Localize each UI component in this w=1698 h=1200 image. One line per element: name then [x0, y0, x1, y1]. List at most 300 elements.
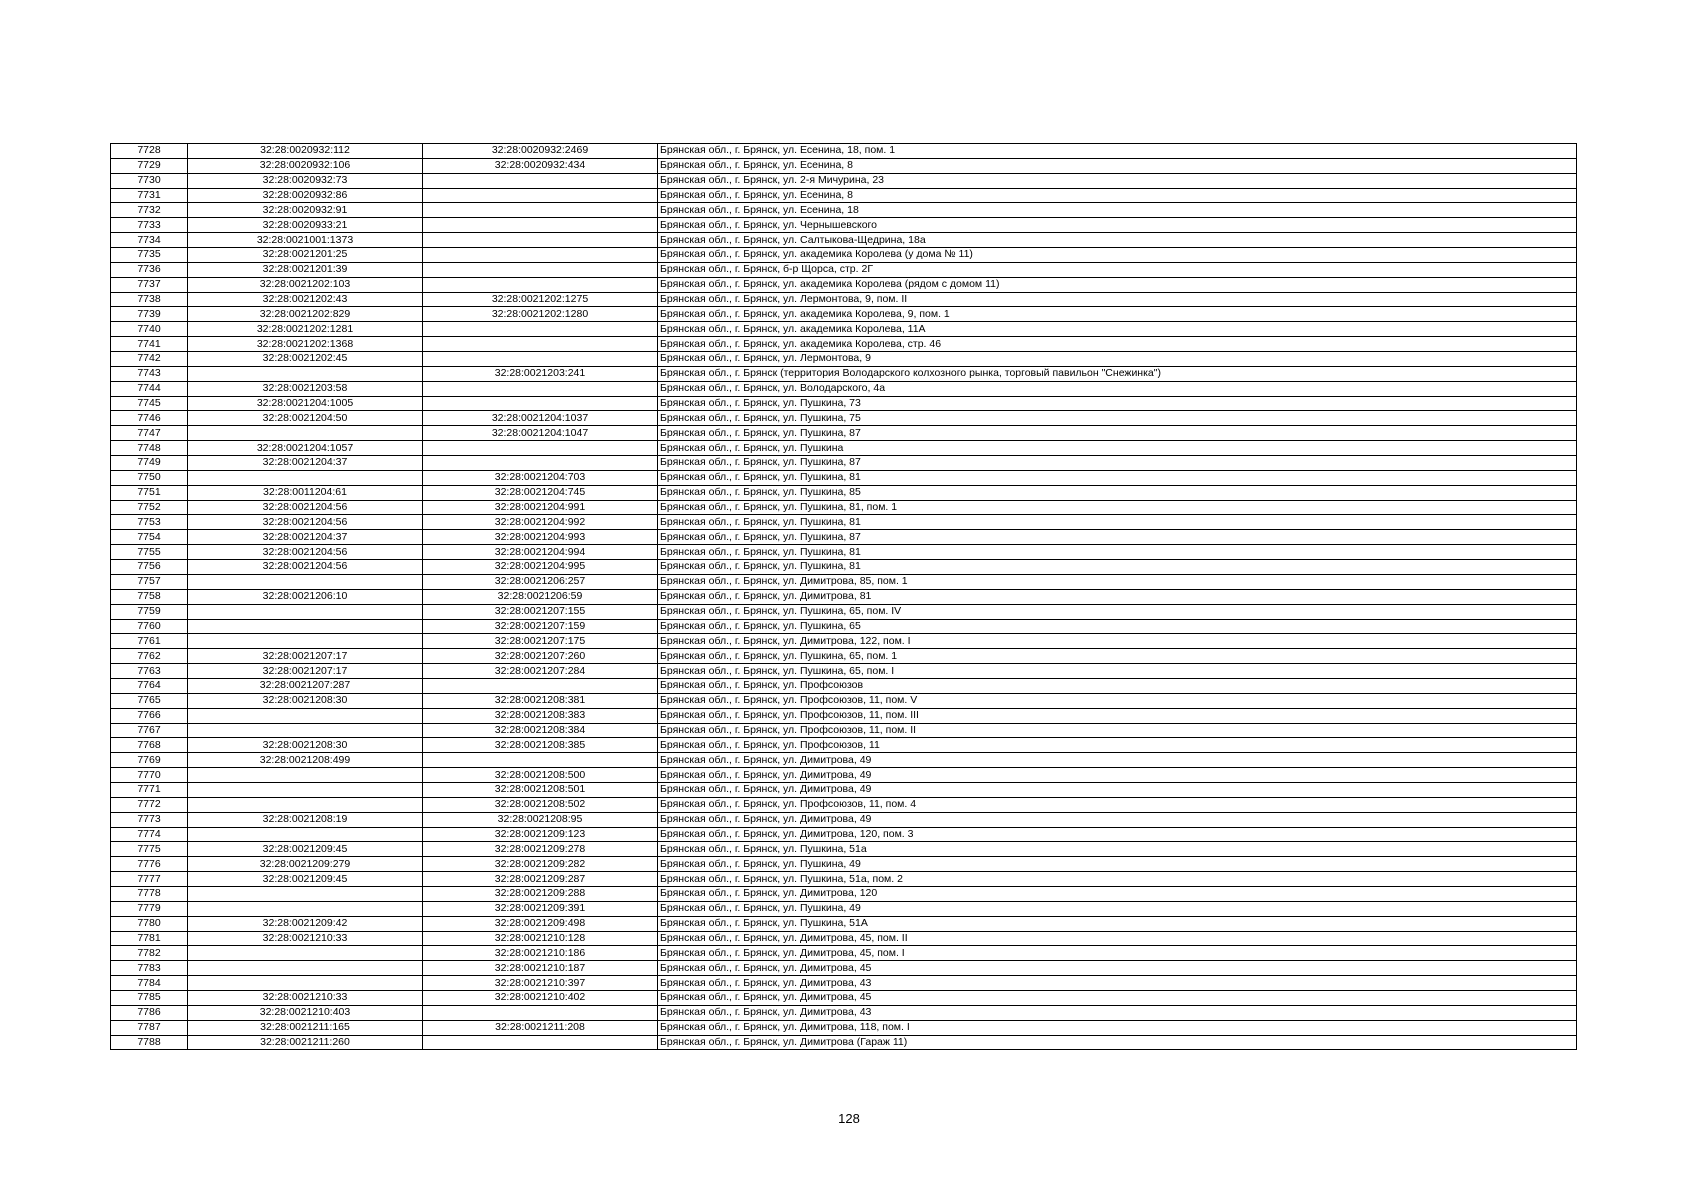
building-cadastral-number-cell: 32:28:0021208:501 [423, 782, 658, 797]
land-cadastral-number-cell: 32:28:0021210:33 [188, 931, 423, 946]
row-number-cell: 7750 [111, 470, 188, 485]
land-cadastral-number-cell: 32:28:0020933:21 [188, 218, 423, 233]
row-number-cell: 7739 [111, 307, 188, 322]
row-number-cell: 7780 [111, 916, 188, 931]
building-cadastral-number-cell: 32:28:0021210:186 [423, 946, 658, 961]
building-cadastral-number-cell [423, 218, 658, 233]
table-row [111, 753, 1577, 768]
building-cadastral-number-cell: 32:28:0020932:2469 [423, 144, 658, 159]
land-cadastral-number-cell: 32:28:0021208:30 [188, 693, 423, 708]
building-cadastral-number-cell [423, 203, 658, 218]
row-number-cell: 7743 [111, 366, 188, 381]
row-number-cell: 7768 [111, 738, 188, 753]
table-row [111, 530, 1577, 545]
address-cell: Брянская обл., г. Брянск, ул. Димитрова, 81 [658, 589, 1577, 604]
address-cell: Брянская обл., г. Брянск, ул. Пушкина, 49 [658, 857, 1577, 872]
building-cadastral-number-cell: 32:28:0021208:383 [423, 708, 658, 723]
land-cadastral-number-cell [188, 470, 423, 485]
building-cadastral-number-cell: 32:28:0021209:288 [423, 886, 658, 901]
building-cadastral-number-cell: 32:28:0021210:187 [423, 961, 658, 976]
address-cell: Брянская обл., г. Брянск, б-р Щорса, стр. 2Г [658, 262, 1577, 277]
building-cadastral-number-cell: 32:28:0021209:287 [423, 872, 658, 887]
table-row [111, 277, 1577, 292]
address-cell: Брянская обл., г. Брянск, ул. Лермонтова, 9, пом. II [658, 292, 1577, 307]
address-cell: Брянская обл., г. Брянск, ул. Димитрова, 118, пом. I [658, 1020, 1577, 1035]
table-row [111, 396, 1577, 411]
row-number-cell: 7734 [111, 233, 188, 248]
building-cadastral-number-cell: 32:28:0021207:159 [423, 619, 658, 634]
table-row [111, 322, 1577, 337]
table-row [111, 292, 1577, 307]
table-row [111, 723, 1577, 738]
table-row [111, 411, 1577, 426]
building-cadastral-number-cell: 32:28:0021208:381 [423, 693, 658, 708]
land-cadastral-number-cell: 32:28:0021201:39 [188, 262, 423, 277]
land-cadastral-number-cell: 32:28:0021204:56 [188, 545, 423, 560]
building-cadastral-number-cell: 32:28:0021208:384 [423, 723, 658, 738]
address-cell: Брянская обл., г. Брянск, ул. Володарского, 4а [658, 381, 1577, 396]
building-cadastral-number-cell: 32:28:0021209:123 [423, 827, 658, 842]
building-cadastral-number-cell: 32:28:0021207:175 [423, 634, 658, 649]
land-cadastral-number-cell: 32:28:0021204:37 [188, 530, 423, 545]
row-number-cell: 7769 [111, 753, 188, 768]
row-number-cell: 7742 [111, 352, 188, 367]
land-cadastral-number-cell [188, 961, 423, 976]
land-cadastral-number-cell [188, 946, 423, 961]
land-cadastral-number-cell [188, 708, 423, 723]
row-number-cell: 7777 [111, 872, 188, 887]
row-number-cell: 7756 [111, 560, 188, 575]
address-cell: Брянская обл., г. Брянск, ул. Димитрова, 45 [658, 990, 1577, 1005]
land-cadastral-number-cell: 32:28:0021209:45 [188, 842, 423, 857]
table-row [111, 262, 1577, 277]
address-cell: Брянская обл., г. Брянск, ул. Профсоюзов, 11 [658, 738, 1577, 753]
address-cell: Брянская обл., г. Брянск, ул. Пушкина, 73 [658, 396, 1577, 411]
table-row [111, 797, 1577, 812]
address-cell: Брянская обл., г. Брянск, ул. Димитрова, 45, пом. II [658, 931, 1577, 946]
land-cadastral-number-cell [188, 886, 423, 901]
building-cadastral-number-cell: 32:28:0021204:1037 [423, 411, 658, 426]
row-number-cell: 7753 [111, 515, 188, 530]
building-cadastral-number-cell: 32:28:0021204:745 [423, 485, 658, 500]
address-cell: Брянская обл., г. Брянск, ул. Профсоюзов, 11, пом. III [658, 708, 1577, 723]
building-cadastral-number-cell [423, 1035, 658, 1050]
land-cadastral-number-cell: 32:28:0021210:403 [188, 1005, 423, 1020]
building-cadastral-number-cell: 32:28:0021208:95 [423, 812, 658, 827]
building-cadastral-number-cell [423, 1005, 658, 1020]
land-cadastral-number-cell: 32:28:0021201:25 [188, 248, 423, 263]
building-cadastral-number-cell: 32:28:0021210:128 [423, 931, 658, 946]
building-cadastral-number-cell [423, 188, 658, 203]
row-number-cell: 7770 [111, 768, 188, 783]
land-cadastral-number-cell: 32:28:0021204:37 [188, 456, 423, 471]
table-row [111, 233, 1577, 248]
building-cadastral-number-cell: 32:28:0021209:278 [423, 842, 658, 857]
table-row [111, 381, 1577, 396]
table-row [111, 782, 1577, 797]
row-number-cell: 7772 [111, 797, 188, 812]
address-cell: Брянская обл., г. Брянск, ул. Пушкина, 51А [658, 916, 1577, 931]
row-number-cell: 7778 [111, 886, 188, 901]
row-number-cell: 7749 [111, 456, 188, 471]
land-cadastral-number-cell [188, 619, 423, 634]
row-number-cell: 7760 [111, 619, 188, 634]
table-row [111, 470, 1577, 485]
table-row [111, 545, 1577, 560]
building-cadastral-number-cell: 32:28:0021209:282 [423, 857, 658, 872]
row-number-cell: 7752 [111, 500, 188, 515]
land-cadastral-number-cell [188, 797, 423, 812]
land-cadastral-number-cell: 32:28:0021202:45 [188, 352, 423, 367]
address-cell: Брянская обл., г. Брянск, ул. Пушкина, 81 [658, 545, 1577, 560]
table-row [111, 649, 1577, 664]
building-cadastral-number-cell: 32:28:0021210:402 [423, 990, 658, 1005]
row-number-cell: 7783 [111, 961, 188, 976]
address-cell: Брянская обл., г. Брянск, ул. Пушкина, 65 [658, 619, 1577, 634]
land-cadastral-number-cell [188, 976, 423, 991]
land-cadastral-number-cell [188, 634, 423, 649]
table-row [111, 946, 1577, 961]
address-cell: Брянская обл., г. Брянск, ул. Пушкина [658, 441, 1577, 456]
building-cadastral-number-cell [423, 678, 658, 693]
address-cell: Брянская обл., г. Брянск, ул. академика Королева (у дома № 11) [658, 248, 1577, 263]
table-row [111, 337, 1577, 352]
building-cadastral-number-cell: 32:28:0021204:993 [423, 530, 658, 545]
row-number-cell: 7732 [111, 203, 188, 218]
table-row [111, 218, 1577, 233]
address-cell: Брянская обл., г. Брянск, ул. академика Королева (рядом с домом 11) [658, 277, 1577, 292]
row-number-cell: 7729 [111, 158, 188, 173]
building-cadastral-number-cell: 32:28:0021210:397 [423, 976, 658, 991]
address-cell: Брянская обл., г. Брянск, ул. Димитрова, 122, пом. I [658, 634, 1577, 649]
table-row [111, 931, 1577, 946]
address-cell: Брянская обл., г. Брянск, ул. Димитрова, 45, пом. I [658, 946, 1577, 961]
building-cadastral-number-cell [423, 396, 658, 411]
land-cadastral-number-cell: 32:28:0021202:43 [188, 292, 423, 307]
row-number-cell: 7764 [111, 678, 188, 693]
table-row [111, 485, 1577, 500]
building-cadastral-number-cell: 32:28:0021206:59 [423, 589, 658, 604]
land-cadastral-number-cell: 32:28:0021204:1005 [188, 396, 423, 411]
address-cell: Брянская обл., г. Брянск, ул. Профсоюзов, 11, пом. II [658, 723, 1577, 738]
row-number-cell: 7763 [111, 664, 188, 679]
building-cadastral-number-cell [423, 322, 658, 337]
address-cell: Брянская обл., г. Брянск, ул. Димитрова, 49 [658, 768, 1577, 783]
address-cell: Брянская обл., г. Брянск, ул. академика Королева, 11А [658, 322, 1577, 337]
address-cell: Брянская обл., г. Брянск, ул. Пушкина, 81 [658, 560, 1577, 575]
table-row [111, 619, 1577, 634]
land-cadastral-number-cell: 32:28:0020932:106 [188, 158, 423, 173]
row-number-cell: 7759 [111, 604, 188, 619]
row-number-cell: 7735 [111, 248, 188, 263]
table-row [111, 1020, 1577, 1035]
address-cell: Брянская обл., г. Брянск, ул. Димитрова, 43 [658, 976, 1577, 991]
row-number-cell: 7776 [111, 857, 188, 872]
building-cadastral-number-cell: 32:28:0021204:994 [423, 545, 658, 560]
row-number-cell: 7781 [111, 931, 188, 946]
table-row [111, 1035, 1577, 1050]
row-number-cell: 7744 [111, 381, 188, 396]
table-row [111, 560, 1577, 575]
land-cadastral-number-cell: 32:28:0011204:61 [188, 485, 423, 500]
building-cadastral-number-cell: 32:28:0021207:260 [423, 649, 658, 664]
address-cell: Брянская обл., г. Брянск, ул. Пушкина, 87 [658, 426, 1577, 441]
building-cadastral-number-cell: 32:28:0021204:995 [423, 560, 658, 575]
row-number-cell: 7736 [111, 262, 188, 277]
land-cadastral-number-cell: 32:28:0021209:42 [188, 916, 423, 931]
table-row [111, 173, 1577, 188]
table-row [111, 857, 1577, 872]
land-cadastral-number-cell: 32:28:0020932:73 [188, 173, 423, 188]
address-cell: Брянская обл., г. Брянск, ул. Димитрова, 120, пом. 3 [658, 827, 1577, 842]
building-cadastral-number-cell: 32:28:0021209:391 [423, 901, 658, 916]
building-cadastral-number-cell [423, 441, 658, 456]
land-cadastral-number-cell: 32:28:0021204:50 [188, 411, 423, 426]
address-cell: Брянская обл., г. Брянск, ул. Профсоюзов, 11, пом. 4 [658, 797, 1577, 812]
address-cell: Брянская обл., г. Брянск, ул. Димитрова, 85, пом. 1 [658, 574, 1577, 589]
row-number-cell: 7774 [111, 827, 188, 842]
registry-table-body [111, 144, 1577, 1050]
table-row [111, 426, 1577, 441]
land-cadastral-number-cell: 32:28:0021206:10 [188, 589, 423, 604]
land-cadastral-number-cell: 32:28:0021209:45 [188, 872, 423, 887]
row-number-cell: 7740 [111, 322, 188, 337]
land-cadastral-number-cell: 32:28:0021204:1057 [188, 441, 423, 456]
address-cell: Брянская обл., г. Брянск, ул. Есенина, 8 [658, 188, 1577, 203]
land-cadastral-number-cell: 32:28:0021001:1373 [188, 233, 423, 248]
building-cadastral-number-cell: 32:28:0021203:241 [423, 366, 658, 381]
building-cadastral-number-cell: 32:28:0021209:498 [423, 916, 658, 931]
building-cadastral-number-cell [423, 173, 658, 188]
row-number-cell: 7775 [111, 842, 188, 857]
address-cell: Брянская обл., г. Брянск, ул. Димитрова, 49 [658, 753, 1577, 768]
table-row [111, 366, 1577, 381]
building-cadastral-number-cell [423, 381, 658, 396]
table-row [111, 203, 1577, 218]
table-row [111, 158, 1577, 173]
row-number-cell: 7733 [111, 218, 188, 233]
building-cadastral-number-cell: 32:28:0021204:991 [423, 500, 658, 515]
address-cell: Брянская обл., г. Брянск, ул. Димитрова, 43 [658, 1005, 1577, 1020]
table-row [111, 961, 1577, 976]
table-row [111, 738, 1577, 753]
table-row [111, 574, 1577, 589]
row-number-cell: 7754 [111, 530, 188, 545]
address-cell: Брянская обл., г. Брянск, ул. Пушкина, 65, пом. 1 [658, 649, 1577, 664]
row-number-cell: 7738 [111, 292, 188, 307]
address-cell: Брянская обл., г. Брянск, ул. Лермонтова, 9 [658, 352, 1577, 367]
building-cadastral-number-cell: 32:28:0021211:208 [423, 1020, 658, 1035]
land-cadastral-number-cell: 32:28:0021208:19 [188, 812, 423, 827]
row-number-cell: 7782 [111, 946, 188, 961]
building-cadastral-number-cell [423, 352, 658, 367]
registry-table [110, 143, 1577, 1050]
row-number-cell: 7785 [111, 990, 188, 1005]
land-cadastral-number-cell: 32:28:0021211:165 [188, 1020, 423, 1035]
row-number-cell: 7728 [111, 144, 188, 159]
row-number-cell: 7730 [111, 173, 188, 188]
address-cell: Брянская обл., г. Брянск, ул. Профсоюзов [658, 678, 1577, 693]
address-cell: Брянская обл., г. Брянск, ул. Есенина, 18 [658, 203, 1577, 218]
address-cell: Брянская обл., г. Брянск, ул. Пушкина, 65, пом. I [658, 664, 1577, 679]
land-cadastral-number-cell: 32:28:0021210:33 [188, 990, 423, 1005]
land-cadastral-number-cell: 32:28:0021208:30 [188, 738, 423, 753]
row-number-cell: 7761 [111, 634, 188, 649]
row-number-cell: 7784 [111, 976, 188, 991]
address-cell: Брянская обл., г. Брянск, ул. Пушкина, 81, пом. 1 [658, 500, 1577, 515]
row-number-cell: 7758 [111, 589, 188, 604]
table-row [111, 693, 1577, 708]
table-row [111, 604, 1577, 619]
table-row [111, 976, 1577, 991]
table-row [111, 678, 1577, 693]
row-number-cell: 7757 [111, 574, 188, 589]
table-row [111, 708, 1577, 723]
table-row [111, 352, 1577, 367]
land-cadastral-number-cell [188, 723, 423, 738]
row-number-cell: 7737 [111, 277, 188, 292]
address-cell: Брянская обл., г. Брянск, ул. Димитрова, 45 [658, 961, 1577, 976]
address-cell: Брянская обл., г. Брянск, ул. Пушкина, 51а, пом. 2 [658, 872, 1577, 887]
building-cadastral-number-cell: 32:28:0021202:1280 [423, 307, 658, 322]
row-number-cell: 7755 [111, 545, 188, 560]
address-cell: Брянская обл., г. Брянск (территория Володарского колхозного рынка, торговый павильон "Снежинка") [658, 366, 1577, 381]
building-cadastral-number-cell: 32:28:0021204:703 [423, 470, 658, 485]
building-cadastral-number-cell [423, 277, 658, 292]
table-row [111, 441, 1577, 456]
table-row [111, 916, 1577, 931]
address-cell: Брянская обл., г. Брянск, ул. Пушкина, 75 [658, 411, 1577, 426]
land-cadastral-number-cell: 32:28:0021203:58 [188, 381, 423, 396]
row-number-cell: 7766 [111, 708, 188, 723]
land-cadastral-number-cell: 32:28:0021208:499 [188, 753, 423, 768]
land-cadastral-number-cell: 32:28:0021207:287 [188, 678, 423, 693]
table-row [111, 768, 1577, 783]
address-cell: Брянская обл., г. Брянск, ул. 2-я Мичурина, 23 [658, 173, 1577, 188]
address-cell: Брянская обл., г. Брянск, ул. академика Королева, стр. 46 [658, 337, 1577, 352]
address-cell: Брянская обл., г. Брянск, ул. Есенина, 18, пом. 1 [658, 144, 1577, 159]
address-cell: Брянская обл., г. Брянск, ул. академика Королева, 9, пом. 1 [658, 307, 1577, 322]
table-row [111, 1005, 1577, 1020]
address-cell: Брянская обл., г. Брянск, ул. Пушкина, 87 [658, 456, 1577, 471]
table-row [111, 990, 1577, 1005]
building-cadastral-number-cell [423, 248, 658, 263]
land-cadastral-number-cell: 32:28:0020932:112 [188, 144, 423, 159]
building-cadastral-number-cell: 32:28:0021204:1047 [423, 426, 658, 441]
table-row [111, 144, 1577, 159]
address-cell: Брянская обл., г. Брянск, ул. Пушкина, 81 [658, 470, 1577, 485]
building-cadastral-number-cell: 32:28:0021207:155 [423, 604, 658, 619]
land-cadastral-number-cell [188, 782, 423, 797]
address-cell: Брянская обл., г. Брянск, ул. Димитрова, 49 [658, 782, 1577, 797]
address-cell: Брянская обл., г. Брянск, ул. Пушкина, 49 [658, 901, 1577, 916]
land-cadastral-number-cell [188, 366, 423, 381]
land-cadastral-number-cell [188, 901, 423, 916]
land-cadastral-number-cell [188, 827, 423, 842]
land-cadastral-number-cell [188, 426, 423, 441]
row-number-cell: 7748 [111, 441, 188, 456]
building-cadastral-number-cell: 32:28:0021208:502 [423, 797, 658, 812]
row-number-cell: 7786 [111, 1005, 188, 1020]
building-cadastral-number-cell [423, 456, 658, 471]
table-row [111, 827, 1577, 842]
address-cell: Брянская обл., г. Брянск, ул. Димитрова (Гараж 11) [658, 1035, 1577, 1050]
building-cadastral-number-cell: 32:28:0021208:500 [423, 768, 658, 783]
table-row [111, 872, 1577, 887]
land-cadastral-number-cell: 32:28:0020932:91 [188, 203, 423, 218]
land-cadastral-number-cell: 32:28:0021202:103 [188, 277, 423, 292]
row-number-cell: 7745 [111, 396, 188, 411]
table-row [111, 248, 1577, 263]
row-number-cell: 7762 [111, 649, 188, 664]
land-cadastral-number-cell: 32:28:0020932:86 [188, 188, 423, 203]
land-cadastral-number-cell: 32:28:0021202:829 [188, 307, 423, 322]
building-cadastral-number-cell: 32:28:0020932:434 [423, 158, 658, 173]
row-number-cell: 7788 [111, 1035, 188, 1050]
table-row [111, 634, 1577, 649]
land-cadastral-number-cell: 32:28:0021209:279 [188, 857, 423, 872]
land-cadastral-number-cell: 32:28:0021202:1281 [188, 322, 423, 337]
building-cadastral-number-cell [423, 337, 658, 352]
table-row [111, 456, 1577, 471]
building-cadastral-number-cell [423, 233, 658, 248]
table-row [111, 664, 1577, 679]
row-number-cell: 7779 [111, 901, 188, 916]
table-row [111, 886, 1577, 901]
table-row [111, 901, 1577, 916]
land-cadastral-number-cell [188, 604, 423, 619]
address-cell: Брянская обл., г. Брянск, ул. Есенина, 8 [658, 158, 1577, 173]
building-cadastral-number-cell: 32:28:0021208:385 [423, 738, 658, 753]
building-cadastral-number-cell [423, 753, 658, 768]
table-row [111, 188, 1577, 203]
row-number-cell: 7767 [111, 723, 188, 738]
address-cell: Брянская обл., г. Брянск, ул. Пушкина, 87 [658, 530, 1577, 545]
building-cadastral-number-cell: 32:28:0021206:257 [423, 574, 658, 589]
row-number-cell: 7773 [111, 812, 188, 827]
land-cadastral-number-cell: 32:28:0021202:1368 [188, 337, 423, 352]
land-cadastral-number-cell: 32:28:0021204:56 [188, 560, 423, 575]
building-cadastral-number-cell [423, 262, 658, 277]
table-row [111, 812, 1577, 827]
table-row [111, 515, 1577, 530]
address-cell: Брянская обл., г. Брянск, ул. Чернышевского [658, 218, 1577, 233]
table-row [111, 842, 1577, 857]
table-row [111, 307, 1577, 322]
land-cadastral-number-cell: 32:28:0021211:260 [188, 1035, 423, 1050]
land-cadastral-number-cell: 32:28:0021204:56 [188, 515, 423, 530]
row-number-cell: 7747 [111, 426, 188, 441]
land-cadastral-number-cell: 32:28:0021207:17 [188, 649, 423, 664]
address-cell: Брянская обл., г. Брянск, ул. Пушкина, 85 [658, 485, 1577, 500]
land-cadastral-number-cell [188, 768, 423, 783]
address-cell: Брянская обл., г. Брянск, ул. Профсоюзов, 11, пом. V [658, 693, 1577, 708]
row-number-cell: 7741 [111, 337, 188, 352]
address-cell: Брянская обл., г. Брянск, ул. Пушкина, 51а [658, 842, 1577, 857]
row-number-cell: 7787 [111, 1020, 188, 1035]
table-row [111, 500, 1577, 515]
building-cadastral-number-cell: 32:28:0021202:1275 [423, 292, 658, 307]
table-row [111, 589, 1577, 604]
address-cell: Брянская обл., г. Брянск, ул. Салтыкова-Щедрина, 18а [658, 233, 1577, 248]
row-number-cell: 7765 [111, 693, 188, 708]
address-cell: Брянская обл., г. Брянск, ул. Пушкина, 81 [658, 515, 1577, 530]
land-cadastral-number-cell: 32:28:0021204:56 [188, 500, 423, 515]
row-number-cell: 7731 [111, 188, 188, 203]
address-cell: Брянская обл., г. Брянск, ул. Димитрова, 49 [658, 812, 1577, 827]
address-cell: Брянская обл., г. Брянск, ул. Димитрова, 120 [658, 886, 1577, 901]
address-cell: Брянская обл., г. Брянск, ул. Пушкина, 65, пом. IV [658, 604, 1577, 619]
